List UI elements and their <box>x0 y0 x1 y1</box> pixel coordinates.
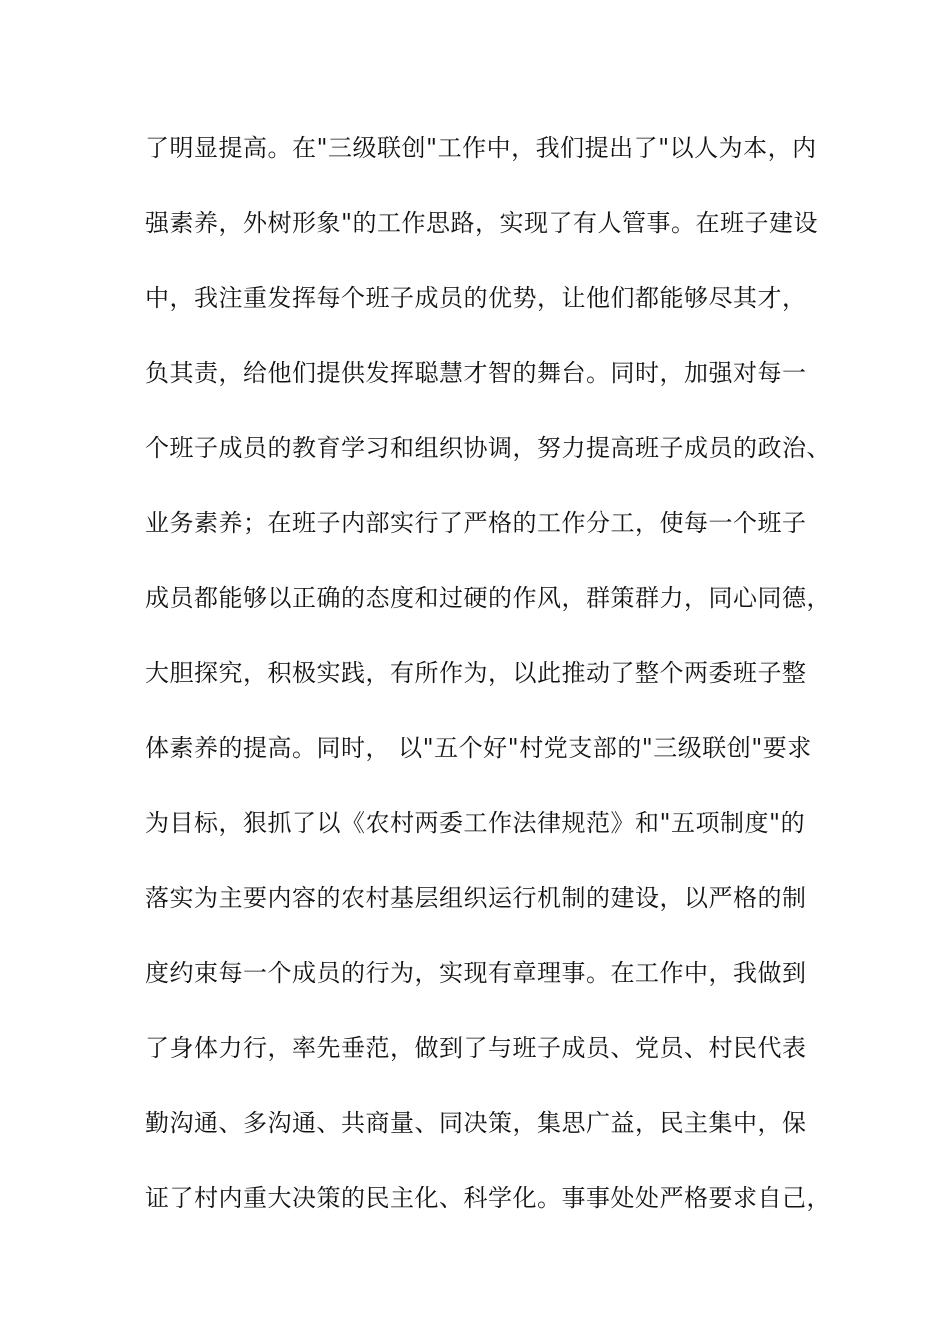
text-line: 体素养的提高。同时， 以"五个好"村党支部的"三级联创"要求 <box>145 734 812 762</box>
text-line: 中，我注重发挥每个班子成员的优势，让他们都能够尽其才， <box>145 284 807 312</box>
text-line: 了身体力行，率先垂范，做到了与班子成员、党员、村民代表 <box>145 1034 807 1062</box>
text-line: 勤沟通、多沟通、共商量、同决策，集思广益，民主集中，保 <box>145 1109 807 1137</box>
text-line: 成员都能够以正确的态度和过硬的作风，群策群力，同心同德， <box>145 584 831 612</box>
text-line: 强素养，外树形象"的工作思路，实现了有人管事。在班子建设 <box>145 209 819 237</box>
text-line: 负其责，给他们提供发挥聪慧才智的舞台。同时，加强对每一 <box>145 359 807 387</box>
text-line: 证了村内重大决策的民主化、科学化。事事处处严格要求自己， <box>145 1184 831 1212</box>
text-line: 落实为主要内容的农村基层组织运行机制的建设，以严格的制 <box>145 884 807 912</box>
text-line: 为目标，狠抓了以《农村两委工作法律规范》和"五项制度"的 <box>145 809 806 837</box>
text-line: 了明显提高。在"三级联创"工作中，我们提出了"以人为本，内 <box>145 134 817 162</box>
text-line: 度约束每一个成员的行为，实现有章理事。在工作中，我做到 <box>145 959 807 987</box>
body-text <box>145 128 831 1253</box>
text-line: 个班子成员的教育学习和组织协调，努力提高班子成员的政治、 <box>145 434 831 462</box>
text-line: 业务素养；在班子内部实行了严格的工作分工，使每一个班子 <box>145 509 807 537</box>
text-line: 大胆探究，积极实践，有所作为，以此推动了整个两委班子整 <box>145 659 807 687</box>
